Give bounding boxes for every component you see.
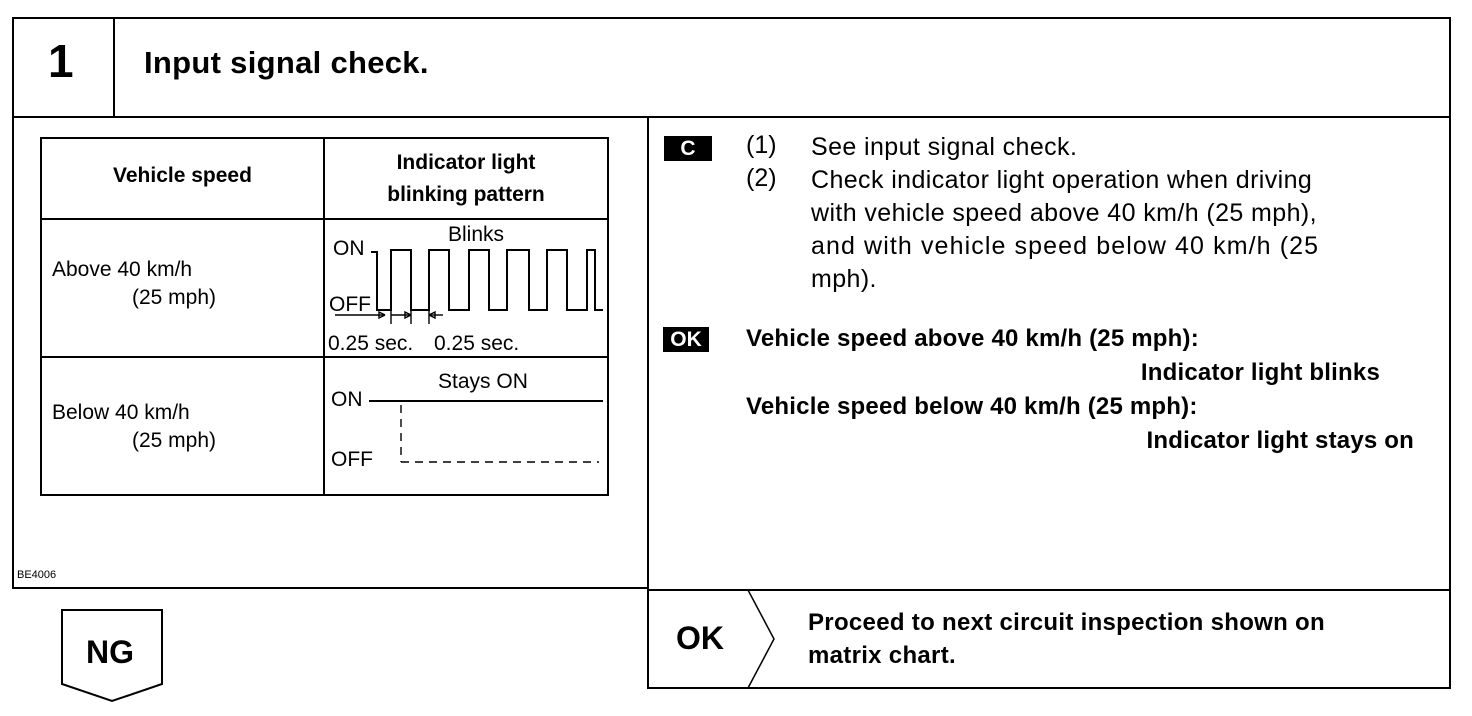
check-item2-line3: and with vehicle speed below 40 km/h (25 [811, 232, 1320, 260]
table-left [40, 137, 42, 496]
ok-result-line4: Indicator light stays on [1146, 427, 1414, 454]
ok-result-badge: OK [663, 327, 709, 352]
header-blinking-pattern: blinking pattern [387, 183, 545, 206]
header-divider [12, 116, 1451, 118]
step-num-divider [113, 17, 115, 117]
frame-top [12, 17, 1451, 19]
ok-chevron [740, 590, 780, 688]
ok-result-line2: Indicator light blinks [1140, 359, 1380, 386]
row1-speed-line2: (25 mph) [132, 286, 217, 309]
ok-branch-text-line1: Proceed to next circuit inspection shown on [808, 609, 1325, 636]
diagram1-title: Blinks [448, 223, 505, 246]
diagram2-off: OFF [331, 448, 373, 471]
figure-code: BE4006 [17, 569, 57, 581]
row2-speed-line1: Below 40 km/h [52, 401, 190, 424]
check-item2-line2: with vehicle speed above 40 km/h (25 mph), [811, 199, 1317, 227]
diagram1-time2: 0.25 sec. [434, 332, 520, 355]
check-badge: C [664, 136, 712, 161]
row2-speed-line2: (25 mph) [132, 429, 217, 452]
diagram1-off: OFF [329, 293, 371, 316]
header-vehicle-speed: Vehicle speed [113, 164, 252, 187]
step-title: Input signal check. [144, 45, 429, 80]
check-item2-line1: Check indicator light operation when driving [811, 166, 1313, 194]
diagram2-title: Stays ON [438, 370, 528, 393]
panel-divider [647, 117, 649, 689]
diagram2-on: ON [331, 388, 363, 411]
table-right [607, 137, 609, 496]
diagram1-time1: 0.25 sec. [328, 332, 414, 355]
header-indicator-light: Indicator light [396, 151, 536, 174]
ok-result-line3: Vehicle speed below 40 km/h (25 mph): [746, 393, 1198, 420]
check-item2-num: (2) [746, 164, 777, 192]
ok-result-line1: Vehicle speed above 40 km/h (25 mph): [746, 325, 1199, 352]
frame-left [12, 17, 14, 588]
ng-branch-label: NG [86, 634, 134, 670]
row1-speed-line1: Above 40 km/h [52, 258, 193, 281]
check-item1-text: See input signal check. [811, 133, 1078, 161]
check-item1-num: (1) [746, 131, 777, 159]
left-panel-bottom [12, 587, 648, 589]
ok-branch-text-line2: matrix chart. [808, 642, 956, 669]
check-item2-line4: mph). [811, 265, 877, 293]
diagram1-on: ON [333, 237, 365, 260]
step-number: 1 [48, 35, 74, 87]
ok-branch-label: OK [676, 620, 724, 656]
